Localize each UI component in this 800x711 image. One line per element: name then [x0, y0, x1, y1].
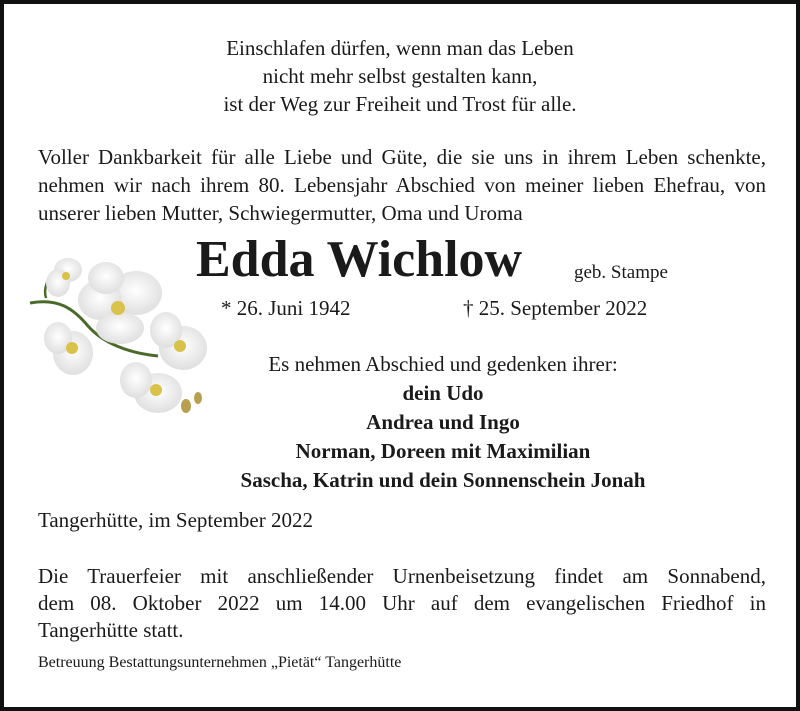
place-date: Tangerhütte, im September 2022: [38, 508, 313, 532]
undertaker-note: Betreuung Bestattungsunternehmen „Pietät“ Tangerhütte: [38, 654, 402, 671]
deceased-name: Edda Wichlow: [196, 231, 523, 288]
mourners-block: [200, 350, 686, 495]
poem-line: nicht mehr selbst gestalten kann,: [262, 64, 538, 88]
funeral-line: Tangerhütte statt.: [38, 618, 184, 642]
mourner-name: Norman, Doreen mit Maximilian: [295, 439, 591, 463]
funeral-line: dem 08. Oktober 2022 um 14.00 Uhr auf dem evangelischen Friedhof in: [38, 591, 766, 615]
maiden-name: geb. Stampe: [574, 262, 668, 283]
poem-line: Einschlafen dürfen, wenn man das Leben: [226, 36, 574, 60]
poem-line: ist der Weg zur Freiheit und Trost für alle.: [223, 92, 577, 116]
death-date: † 25. September 2022: [463, 296, 648, 320]
mourner-name: Sascha, Katrin und dein Sonnenschein Jonah: [240, 468, 646, 492]
poem: [0, 34, 800, 118]
birth-date: * 26. Juni 1942: [221, 296, 351, 320]
white-orchid-icon: [28, 248, 218, 438]
funeral-line: Die Trauerfeier mit anschließender Urnenbeisetzung findet am Sonnabend,: [38, 564, 766, 588]
mourner-name: dein Udo: [402, 381, 484, 405]
mourner-name: Andrea und Ingo: [366, 410, 520, 434]
mourners-heading: Es nehmen Abschied und gedenken ihrer:: [268, 352, 618, 376]
intro-text: Voller Dankbarkeit für alle Liebe und Güte, die sie uns in ihrem Leben schenkte, nehmen wir nach ihrem 80. Lebensjahr Abschied von meiner lieben Ehefrau, von unserer lieben Mutter, Schwiegermutter, Oma und Uroma: [38, 145, 766, 225]
funeral-notice: [38, 563, 766, 644]
